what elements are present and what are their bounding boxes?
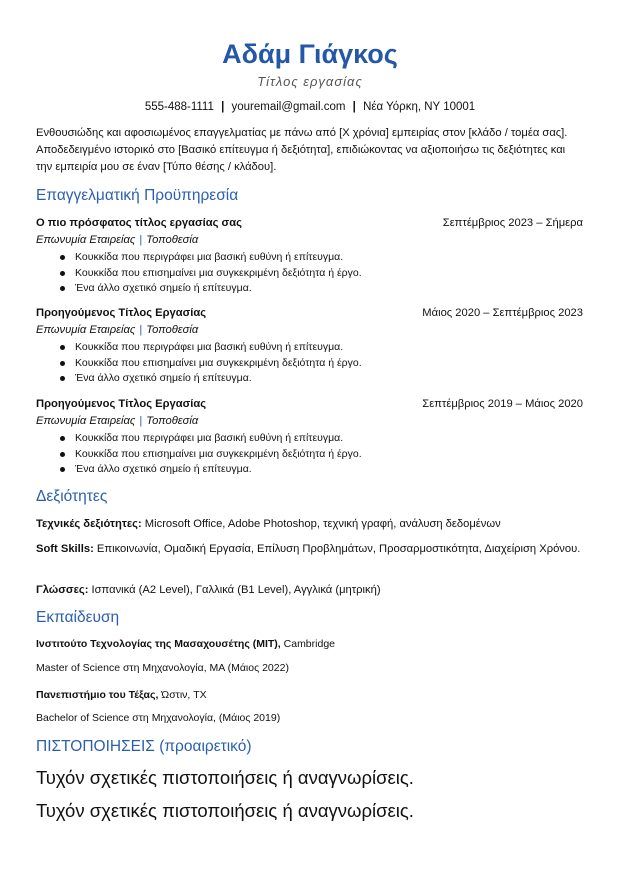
bullet-item: Κουκκίδα που περιγράφει μια βασική ευθύνη ή επίτευγμα. [36, 250, 362, 266]
company-name: Επωνυμία Εταιρείας [36, 234, 136, 246]
bullet-item: Ένα άλλο σχετικό σημείο ή επίτευγμα. [36, 371, 362, 387]
skills-languages-label: Γλώσσες: [36, 584, 89, 596]
job-dates: Μάιος 2020 – Σεπτέμβριος 2023 [422, 307, 583, 319]
company-location: Τοποθεσία [146, 415, 199, 427]
bullet-item: Κουκκίδα που επισημαίνει μια συγκεκριμένη δεξιότητα ή έργο. [36, 356, 362, 372]
company-location: Τοποθεσία [146, 234, 199, 246]
skills-soft-value: Επικοινωνία, Ομαδική Εργασία, Επίλυση Προβλημάτων, Προσαρμοστικότητα, Διαχείριση Χρόνου. [96, 543, 581, 555]
education-degree: Master of Science στη Μηχανολογία, MA (Μάιος 2022) [36, 662, 289, 674]
school-name: Ινστιτούτο Τεχνολογίας της Μασαχουσέτης (MIT), [36, 638, 281, 650]
job-title-text: Προηγούμενος Τίτλος Εργασίας [36, 307, 207, 319]
job-bullets [36, 250, 362, 297]
company-location: Τοποθεσία [146, 324, 199, 336]
company-separator: | [139, 415, 143, 427]
bullet-item: Κουκκίδα που επισημαίνει μια συγκεκριμένη δεξιότητα ή έργο. [36, 447, 362, 463]
company-separator: | [139, 234, 143, 246]
education-school [36, 688, 207, 703]
company-name: Επωνυμία Εταιρείας [36, 324, 136, 336]
section-title-experience: Επαγγελματική Προϋπηρεσία [36, 187, 239, 204]
job-title-text: Ο πιο πρόσφατος τίτλος εργασίας σας [36, 217, 242, 229]
certification-item: Τυχόν σχετικές πιστοποιήσεις ή αναγνωρίσεις. [36, 767, 414, 788]
company-line [36, 233, 198, 248]
job-header [36, 306, 583, 321]
school-name: Πανεπιστήμιο του Τέξας, [36, 689, 159, 701]
phone-text: 555-488-1111 [144, 101, 214, 113]
contact-line [0, 101, 620, 113]
job-bullets [36, 340, 362, 387]
skills-technical-value: Microsoft Office, Adobe Photoshop, τεχνική γραφή, ανάλυση δεδομένων [144, 518, 501, 530]
section-title-education: Εκπαίδευση [36, 609, 120, 626]
job-bullets [36, 431, 362, 478]
summary-paragraph: Ενθουσιώδης και αφοσιωμένος επαγγελματίας με πάνω από [X χρόνια] εμπειρίας στον [κλάδο / τομέα σας]. Αποδεδειγμένο ιστορικό στο [Βασικό επίτευγμα ή δεξιότητα], επιδιώκοντας να αξιοποιήσω τις δεξιότητες και την εμπειρία μου σε έναν [Τύπο θέσης / κλάδου]. [36, 127, 568, 173]
section-title-skills: Δεξιότητες [36, 488, 108, 505]
job-title: Τίτλος εργασίας [257, 74, 363, 89]
certification-item: Τυχόν σχετικές πιστοποιήσεις ή αναγνωρίσεις. [36, 800, 414, 821]
skills-soft [36, 541, 584, 558]
company-separator: | [139, 324, 143, 336]
bullet-item: Ένα άλλο σχετικό σημείο ή επίτευγμα. [36, 462, 362, 478]
skills-languages [36, 582, 584, 599]
bullet-item: Κουκκίδα που επισημαίνει μια συγκεκριμένη δεξιότητα ή έργο. [36, 266, 362, 282]
education-degree: Bachelor of Science στη Μηχανολογία, (Μάιος 2019) [36, 712, 281, 724]
school-city: Ώστιν, TX [161, 689, 207, 701]
bullet-item: Κουκκίδα που περιγράφει μια βασική ευθύνη ή επίτευγμα. [36, 431, 362, 447]
bullet-item: Κουκκίδα που περιγράφει μια βασική ευθύνη ή επίτευγμα. [36, 340, 362, 356]
bullet-item: Ένα άλλο σχετικό σημείο ή επίτευγμα. [36, 281, 362, 297]
candidate-name: Αδάμ Γιάγκος [222, 39, 398, 69]
skills-technical-label: Τεχνικές δεξιότητες: [36, 518, 142, 530]
company-line [36, 414, 198, 429]
company-line [36, 323, 198, 338]
job-title-text: Προηγούμενος Τίτλος Εργασίας [36, 398, 207, 410]
skills-soft-label: Soft Skills: [36, 543, 94, 555]
section-title-certifications: ΠΙΣΤΟΠΟΙΗΣΕΙΣ (προαιρετικό) [36, 738, 252, 755]
school-city: Cambridge [283, 638, 335, 650]
job-dates: Σεπτέμβριος 2019 – Μάιος 2020 [422, 398, 583, 410]
job-header [36, 216, 583, 231]
education-school [36, 637, 335, 652]
company-name: Επωνυμία Εταιρείας [36, 415, 136, 427]
location-text: Νέα Υόρκη, NY 10001 [363, 101, 476, 113]
job-header [36, 397, 583, 412]
skills-languages-value: Ισπανικά (A2 Level), Γαλλικά (B1 Level), Αγγλικά (μητρική) [91, 584, 381, 596]
job-dates: Σεπτέμβριος 2023 – Σήμερα [442, 217, 583, 229]
contact-separator: | [221, 101, 225, 113]
skills-technical [36, 516, 584, 533]
contact-separator: | [352, 101, 356, 113]
email-text: youremail@gmail.com [231, 101, 346, 113]
